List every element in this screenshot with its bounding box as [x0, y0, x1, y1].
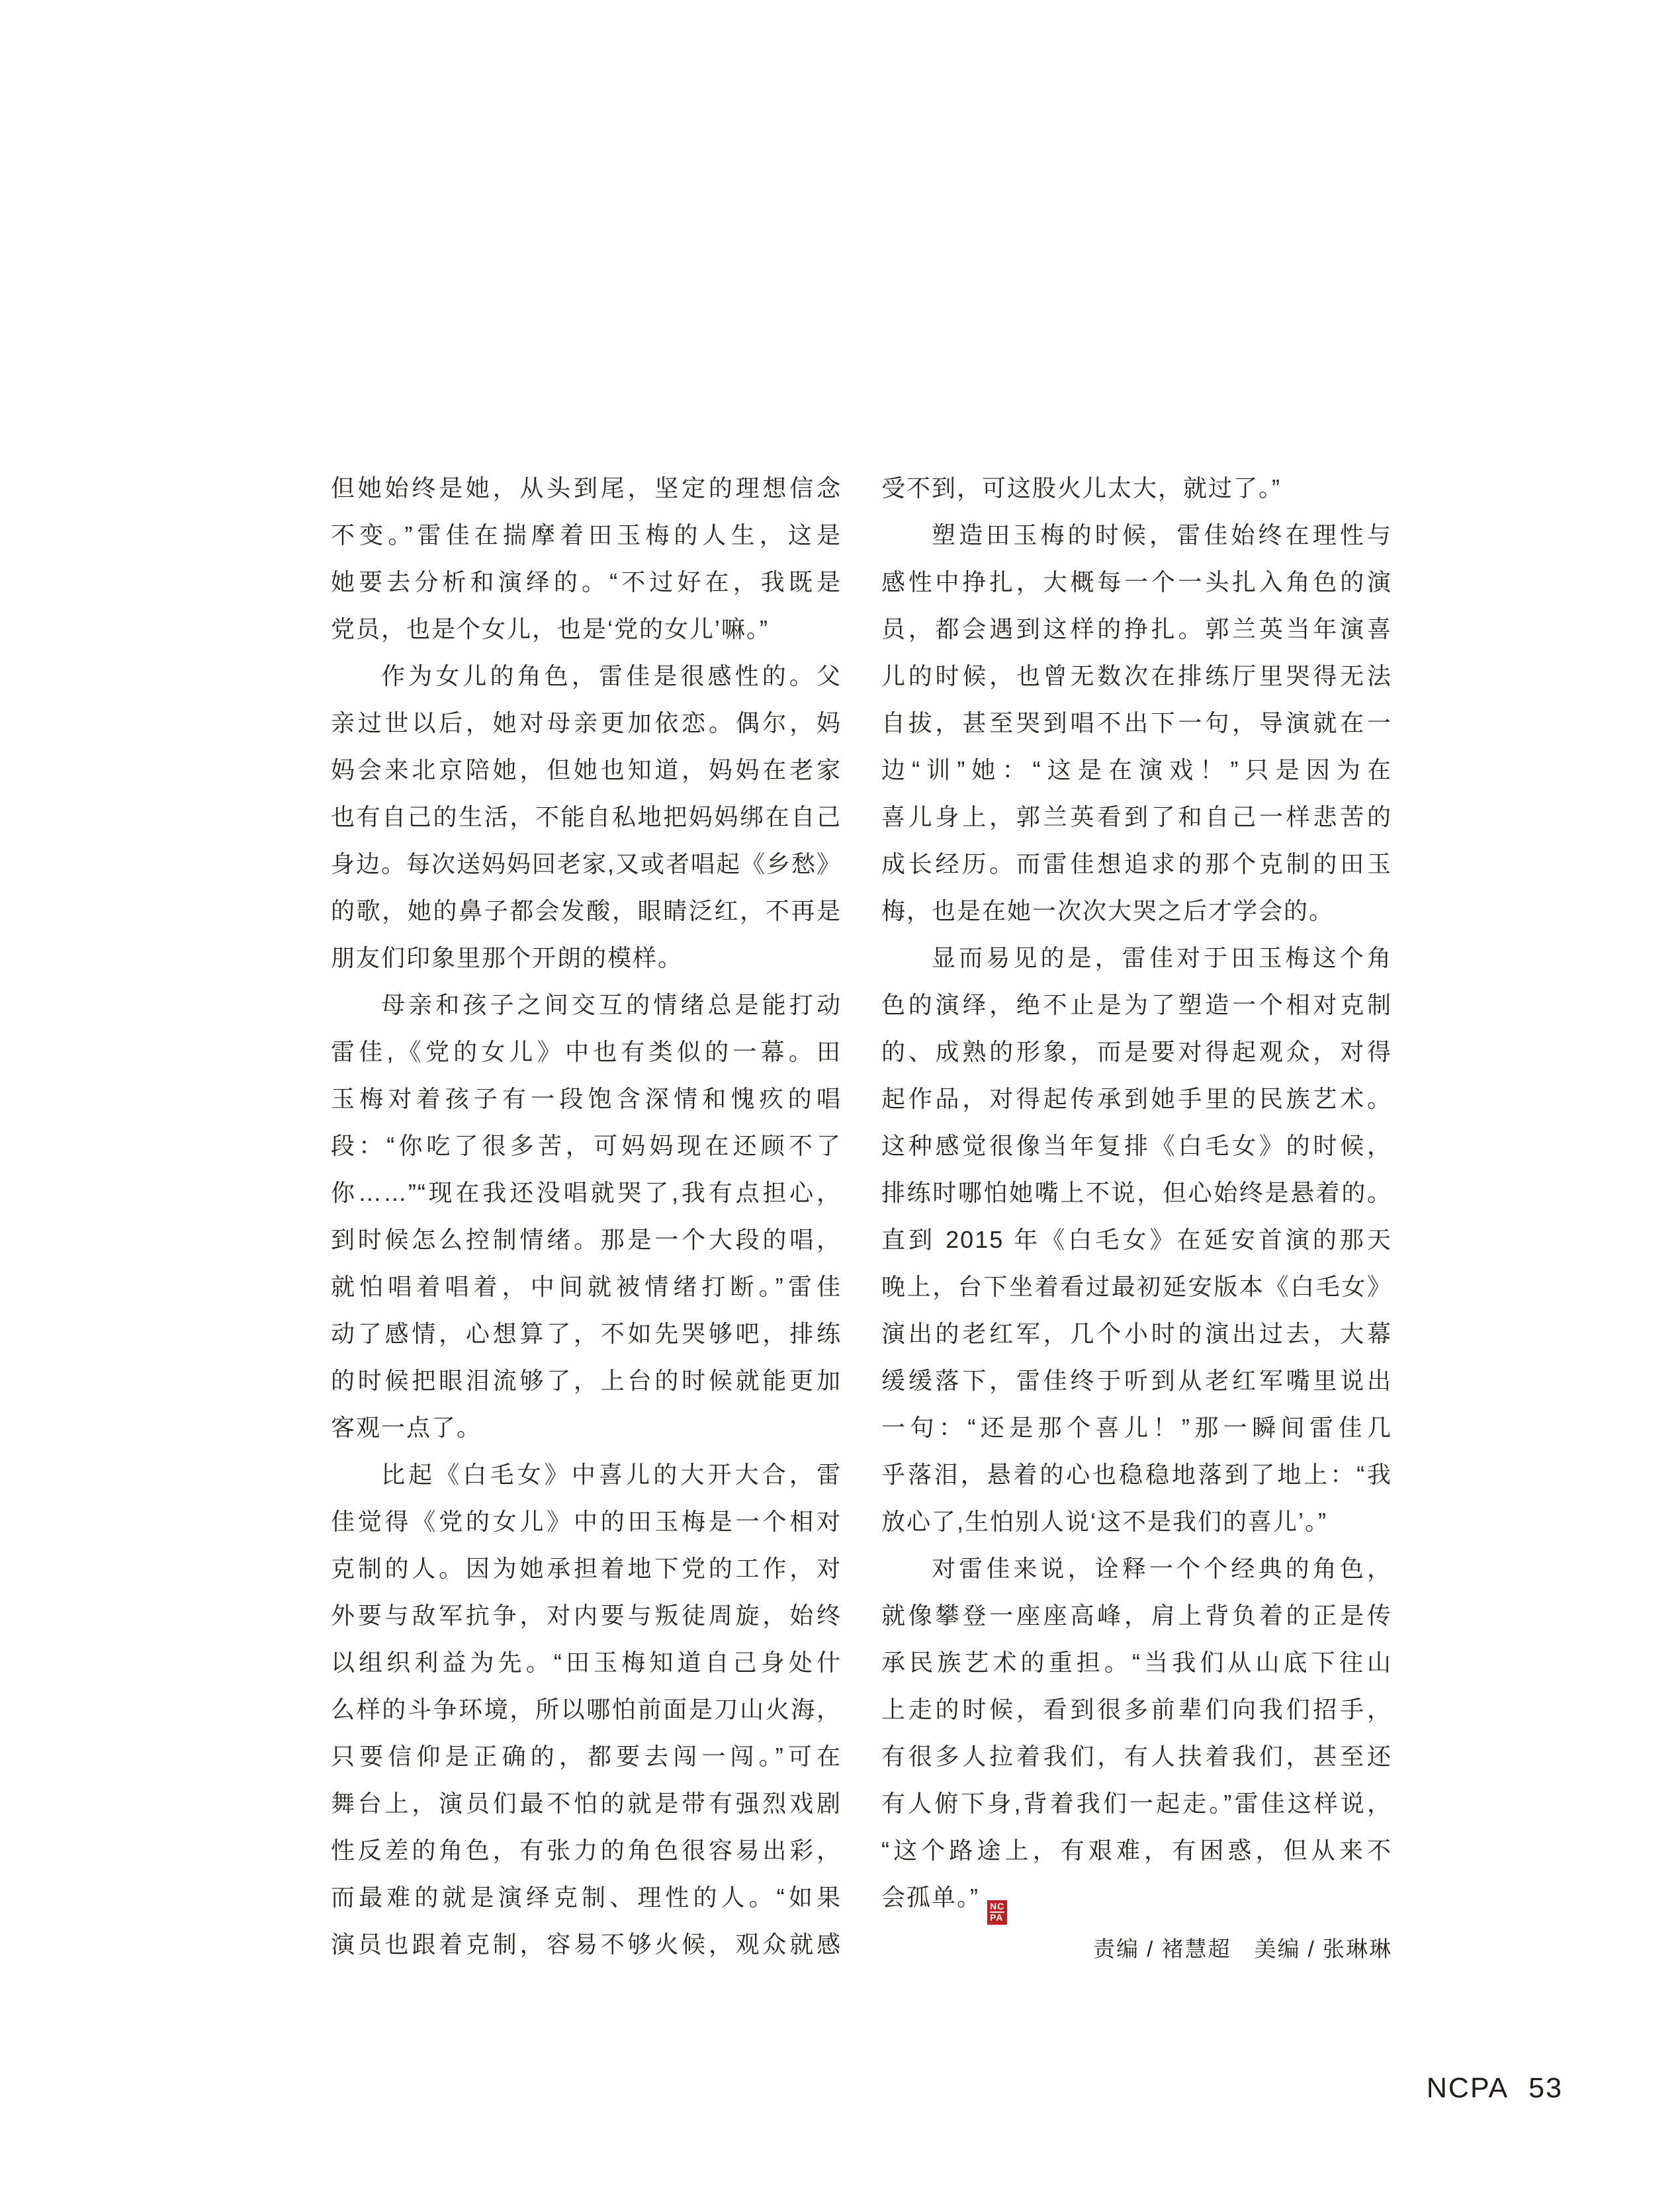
text-line: 比起《白毛女》中喜儿的大开大合，雷 — [381, 1461, 842, 1488]
text-line: 作为女儿的角色，雷佳是很感性的。父 — [381, 662, 842, 689]
editor-credits: 责编 / 褚慧超 美编 / 张琳琳 — [1092, 1937, 1392, 1961]
text-line: 妈会来北京陪她，但她也知道，妈妈在老家 — [331, 756, 842, 783]
text-line: 朋友们印象里那个开朗的模样。 — [331, 944, 684, 971]
text-line: “这个路途上，有艰难，有困惑，但从来不 — [881, 1837, 1392, 1864]
text-line: 起作品，对得起传承到她手里的民族艺术。 — [881, 1085, 1392, 1112]
text-line: 动了感情，心想算了，不如先哭够吧，排练 — [331, 1320, 842, 1347]
text-line: 的歌，她的鼻子都会发酸，眼睛泛红，不再是 — [331, 897, 842, 924]
text-line: 儿的时候，也曾无数次在排练厅里哭得无法 — [881, 662, 1392, 689]
text-line: 直到 2015 年《白毛女》在延安首演的那天 — [881, 1226, 1392, 1253]
text-line: 雷佳,《党的女儿》中也有类似的一幕。田 — [331, 1038, 842, 1065]
text-line: 受不到，可这股火儿太大，就过了。” — [881, 474, 1281, 502]
footer-brand: NCPA — [1426, 2072, 1509, 2104]
text-line: 演出的老红军，几个小时的演出过去，大幕 — [881, 1320, 1392, 1347]
text-line: 边“训”她：“这是在演戏！”只是因为在 — [881, 756, 1392, 783]
text-line: 客观一点了。 — [331, 1414, 482, 1441]
text-line: 也有自己的生活，不能自私地把妈妈绑在自己 — [331, 803, 842, 830]
text-line: 这种感觉很像当年复排《白毛女》的时候， — [881, 1132, 1392, 1159]
ncpa-end-mark-logo — [987, 1900, 1007, 1925]
text-line: 母亲和孩子之间交互的情绪总是能打动 — [381, 991, 842, 1018]
text-line: 放心了,生怕别人说‘这不是我们的喜儿’。” — [881, 1508, 1327, 1535]
text-line: 缓缓落下，雷佳终于听到从老红军嘴里说出 — [881, 1367, 1392, 1394]
text-line: 梅，也是在她一次次大哭之后才学会的。 — [881, 897, 1335, 924]
text-line: 而最难的就是演绎克制、理性的人。“如果 — [331, 1884, 842, 1911]
last-line-text: 会孤单。” — [881, 1884, 979, 1911]
text-line: 亲过世以后，她对母亲更加依恋。偶尔，妈 — [331, 709, 842, 736]
ncpa-logo-line2: PA — [990, 1912, 1004, 1923]
text-line: 舞台上，演员们最不怕的就是带有强烈戏剧 — [331, 1790, 842, 1817]
text-line: 你……”“现在我还没唱就哭了,我有点担心， — [331, 1179, 842, 1206]
text-line: 玉梅对着孩子有一段饱含深情和愧疚的唱 — [331, 1085, 842, 1112]
text-line: 对雷佳来说，诠释一个个经典的角色， — [932, 1555, 1392, 1582]
text-line: 就怕唱着唱着，中间就被情绪打断。”雷佳 — [331, 1273, 842, 1300]
text-line: 有很多人拉着我们，有人扶着我们，甚至还 — [881, 1743, 1392, 1770]
text-line: 外要与敌军抗争，对内要与叛徒周旋，始终 — [331, 1602, 842, 1629]
article-column-right — [881, 464, 1392, 1973]
text-line: 么样的斗争环境，所以哪怕前面是刀山火海， — [331, 1696, 842, 1723]
text-line: 但她始终是她，从头到尾，坚定的理想信念 — [331, 474, 842, 502]
text-line: 以组织利益为先。“田玉梅知道自己身处什 — [331, 1649, 842, 1676]
text-line: 塑造田玉梅的时候，雷佳始终在理性与 — [932, 521, 1392, 548]
text-line: 感性中挣扎，大概每一个一头扎入角色的演 — [881, 568, 1392, 595]
text-line: 上走的时候，看到很多前辈们向我们招手， — [881, 1696, 1392, 1723]
text-line: 段：“你吃了很多苦，可妈妈现在还顾不了 — [331, 1132, 842, 1159]
ncpa-logo-line1: NC — [990, 1901, 1005, 1911]
text-line: 员，都会遇到这样的挣扎。郭兰英当年演喜 — [881, 615, 1392, 642]
text-line: 党员，也是个女儿，也是‘党的女儿’嘛。” — [331, 615, 769, 642]
text-line: 不变。”雷佳在揣摩着田玉梅的人生，这是 — [331, 521, 842, 548]
text-line: 佳觉得《党的女儿》中的田玉梅是一个相对 — [331, 1508, 842, 1535]
text-line: 成长经历。而雷佳想追求的那个克制的田玉 — [881, 850, 1392, 877]
text-line: 显而易见的是，雷佳对于田玉梅这个角 — [932, 944, 1392, 971]
text-line: 就像攀登一座座高峰，肩上背负着的正是传 — [881, 1602, 1392, 1629]
page-footer — [1427, 2072, 1563, 2105]
text-line: 有人俯下身,背着我们一起走。”雷佳这样说， — [881, 1790, 1392, 1817]
text-line: 一句：“还是那个喜儿！”那一瞬间雷佳几 — [881, 1414, 1392, 1441]
text-line: 她要去分析和演绎的。“不过好在，我既是 — [331, 568, 842, 595]
text-line: 承民族艺术的重担。“当我们从山底下往山 — [881, 1649, 1392, 1676]
article-column-left — [331, 464, 842, 1968]
text-line: 身边。每次送妈妈回老家,又或者唱起《乡愁》 — [331, 850, 842, 877]
text-line: 只要信仰是正确的，都要去闯一闯。”可在 — [331, 1743, 842, 1770]
text-line: 自拔，甚至哭到唱不出下一句，导演就在一 — [881, 709, 1392, 736]
text-line: 排练时哪怕她嘴上不说，但心始终是悬着的。 — [881, 1179, 1392, 1206]
page-number: 53 — [1528, 2072, 1563, 2104]
text-line: 喜儿身上，郭兰英看到了和自己一样悲苦的 — [881, 803, 1392, 830]
text-line: 色的演绎，绝不止是为了塑造一个相对克制 — [881, 991, 1392, 1018]
text-line — [881, 1874, 1392, 1925]
text-line: 的时候把眼泪流够了，上台的时候就能更加 — [331, 1367, 842, 1394]
text-line: 克制的人。因为她承担着地下党的工作，对 — [331, 1555, 842, 1582]
text-line: 到时候怎么控制情绪。那是一个大段的唱， — [331, 1226, 842, 1253]
text-line: 晚上，台下坐着看过最初延安版本《白毛女》 — [881, 1273, 1392, 1300]
text-line: 的、成熟的形象，而是要对得起观众，对得 — [881, 1038, 1392, 1065]
text-line: 乎落泪，悬着的心也稳稳地落到了地上：“我 — [881, 1461, 1392, 1488]
text-line: 演员也跟着克制，容易不够火候，观众就感 — [331, 1931, 842, 1958]
text-line: 性反差的角色，有张力的角色很容易出彩， — [331, 1837, 842, 1864]
